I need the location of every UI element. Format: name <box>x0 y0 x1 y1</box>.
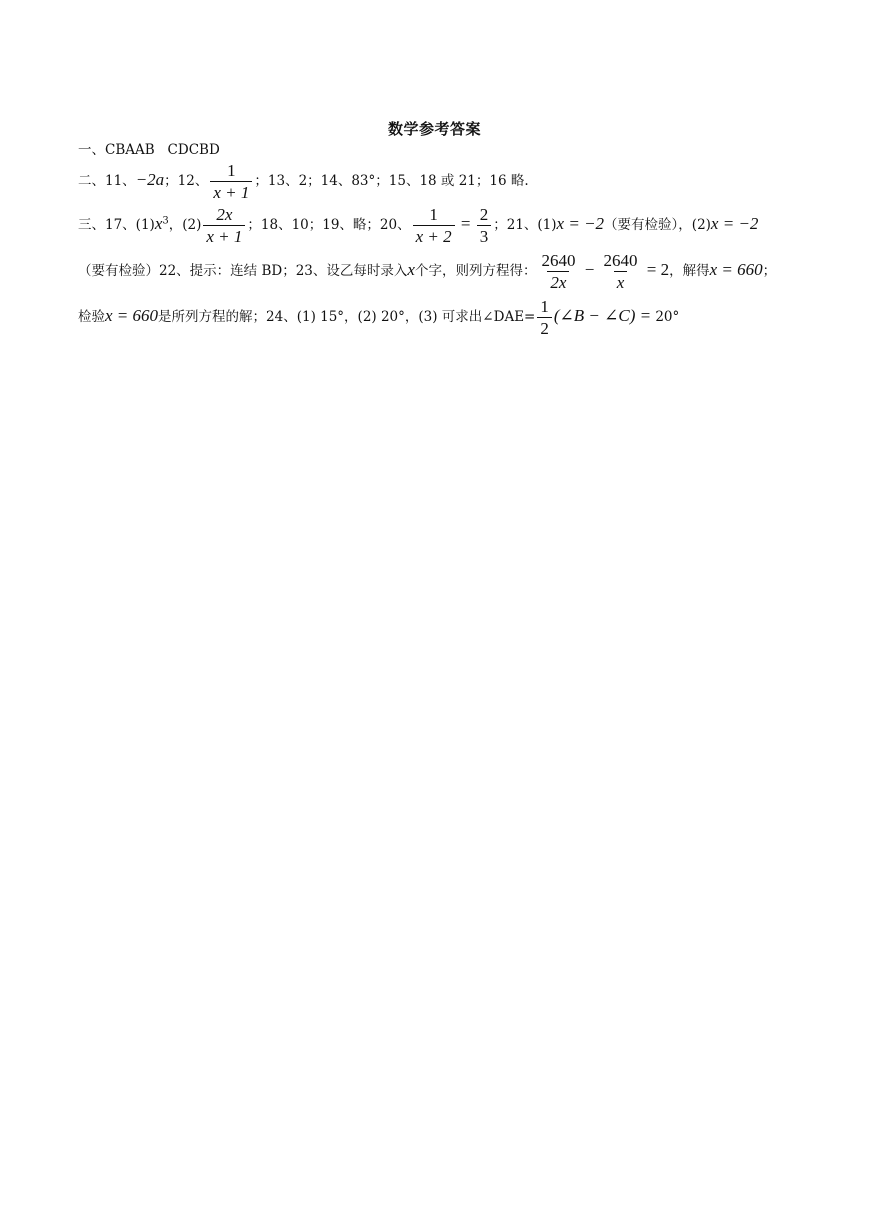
line4-text-2: 个字，则列方程得： <box>414 263 537 279</box>
line2-text-3: ；13、2；14、83°；15、18 或 21；16 略. <box>254 173 529 189</box>
line4-fraction-1 <box>538 252 578 291</box>
line4-minus: − <box>580 260 599 279</box>
fraction-numerator: 1 <box>429 205 438 224</box>
line4-math-2: x = 660 <box>709 260 763 279</box>
line4-text-1: （要有检验）22、提示：连结 BD；23、设乙每时录入 <box>78 263 408 279</box>
line3-fraction-3 <box>477 206 492 245</box>
line3-exponent: 3 <box>162 215 169 227</box>
line2-text-1: 二、11、 <box>78 173 136 189</box>
answer-line-3 <box>78 206 758 245</box>
fraction-numerator: 2 <box>479 205 489 224</box>
answer-line-2 <box>78 162 529 201</box>
line2-fraction <box>210 162 252 201</box>
line5-math-2: (∠B − ∠C) = <box>553 306 656 325</box>
line3-math-1: x <box>154 214 163 233</box>
line3-text-4: ；21、(1) <box>493 217 557 233</box>
line5-fraction <box>537 298 552 337</box>
fraction-denominator: x + 1 <box>203 225 245 245</box>
line3-math-3: x = −2 <box>710 214 759 233</box>
line3-equals: = <box>456 214 475 233</box>
fraction-denominator: x + 2 <box>413 225 455 245</box>
line5-text-2: 是所列方程的解；24、(1) 15°，(2) 20°，(3) 可求出∠DAE= <box>158 309 536 325</box>
fraction-denominator: 2x <box>547 271 569 291</box>
line3-text-3: ；18、10；19、略；20、 <box>247 217 411 233</box>
fraction-numerator: 2640 <box>541 251 576 270</box>
line5-text-3: 20° <box>655 309 680 325</box>
line3-text-2: ，(2) <box>168 217 202 233</box>
fraction-numerator: 1 <box>227 161 236 180</box>
line5-text-1: 检验 <box>78 309 105 325</box>
line4-text-4: ； <box>762 263 777 279</box>
fraction-denominator: x + 1 <box>210 181 252 201</box>
fraction-numerator: 1 <box>540 297 549 316</box>
answer-line-1 <box>78 144 220 158</box>
line3-text-5: （要有检验），(2) <box>604 217 711 233</box>
fraction-numerator: 2640 <box>603 251 638 270</box>
line3-text-1: 三、17、(1) <box>78 217 155 233</box>
line4-text-3: ，解得 <box>669 263 710 279</box>
fraction-denominator: 2 <box>537 317 552 337</box>
line5-math-1: x = 660 <box>105 306 159 325</box>
answer-line-4 <box>78 252 776 291</box>
answer-line-5 <box>78 298 679 337</box>
line3-math-2: x = −2 <box>556 214 605 233</box>
line3-fraction-2 <box>413 206 455 245</box>
page-title: 数学参考答案 <box>387 120 481 138</box>
line2-math-1: −2a <box>135 170 165 189</box>
fraction-numerator: 2x <box>216 205 233 224</box>
fraction-denominator: 3 <box>477 225 492 245</box>
line4-math-1: x <box>407 260 415 279</box>
fraction-denominator: x <box>614 271 628 291</box>
line4-fraction-2 <box>601 252 641 291</box>
line4-equals: = 2 <box>642 260 670 279</box>
section-1-answers: 一、CBAAB CDCBD <box>78 142 220 158</box>
line3-fraction-1 <box>203 206 245 245</box>
line2-text-2: ；12、 <box>164 173 209 189</box>
